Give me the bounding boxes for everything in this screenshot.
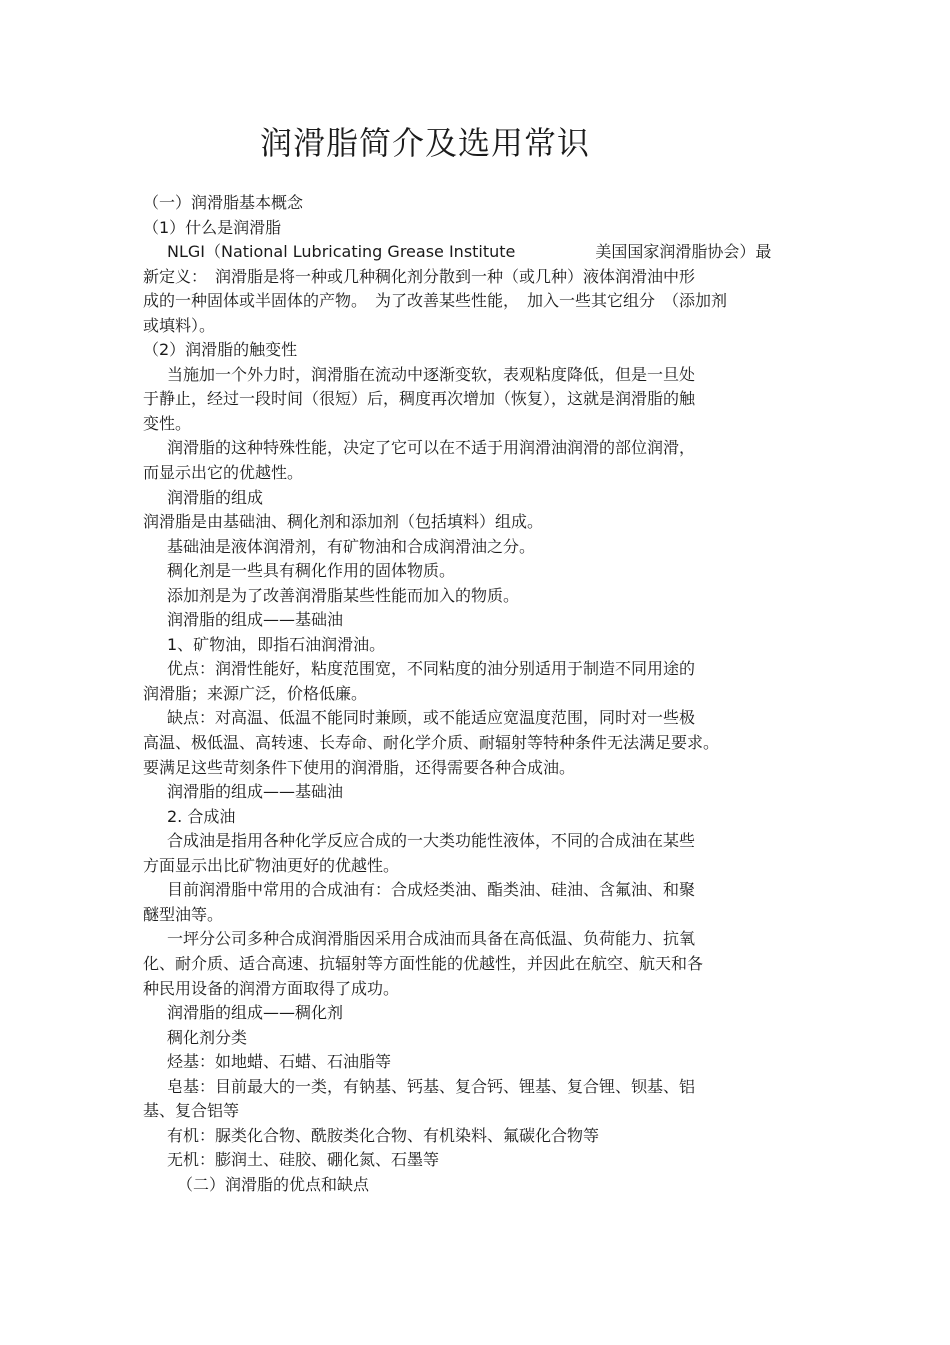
text-line: 基、复合铝等 bbox=[143, 1101, 240, 1121]
text-line: 基础油是液体润滑剂，有矿物油和合成润滑油之分。 bbox=[167, 536, 536, 556]
text-line: 润滑脂的这种特殊性能，决定了它可以在不适于用润滑油润滑的部位润滑， bbox=[167, 438, 696, 458]
text-line: 高温、极低温、高转速、长寿命、耐化学介质、耐辐射等特种条件无法满足要求。 bbox=[143, 733, 720, 753]
text-line: 有机：脲类化合物、酰胺类化合物、有机染料、氟碳化合物等 bbox=[167, 1125, 600, 1145]
text-line: 醚型油等。 bbox=[143, 904, 224, 924]
text-line: 优点：润滑性能好，粘度范围宽，不同粘度的油分别适用于制造不同用途的 bbox=[167, 659, 696, 679]
text-line: 种民用设备的润滑方面取得了成功。 bbox=[143, 978, 400, 998]
text-line: （一）润滑脂基本概念 bbox=[143, 193, 304, 212]
text-line: 2. 合成油 bbox=[167, 806, 236, 826]
text-line: 缺点：对高温、低温不能同时兼顾，或不能适应宽温度范围，同时对一些极 bbox=[167, 708, 696, 728]
text-line: 要满足这些苛刻条件下使用的润滑脂，还得需要各种合成油。 bbox=[143, 757, 576, 777]
text-line: 目前润滑脂中常用的合成油有：合成烃类油、酯类油、硅油、含氟油、和聚 bbox=[167, 880, 696, 900]
text-line: 而显示出它的优越性。 bbox=[143, 463, 304, 483]
text-line: 稠化剂分类 bbox=[167, 1027, 248, 1047]
text-line: 润滑脂；来源广泛，价格低廉。 bbox=[143, 683, 368, 703]
text-line: 1、矿物油，即指石油润滑油。 bbox=[167, 634, 386, 654]
text-line: 无机：膨润土、硅胶、硼化氮、石墨等 bbox=[167, 1150, 440, 1170]
text-line: 或填料）。 bbox=[143, 315, 216, 335]
text-line: 方面显示出比矿物油更好的优越性。 bbox=[143, 855, 400, 875]
text-line: 成的一种固体或半固体的产物。 为了改善某些性能， 加入一些其它组分 （添加剂 bbox=[143, 291, 728, 311]
text-line: （2）润滑脂的触变性 bbox=[143, 340, 298, 360]
text-line: 化、耐介质、适合高速、抗辐射等方面性能的优越性，并因此在航空、航天和各 bbox=[143, 953, 704, 973]
text-line: 润滑脂的组成——稠化剂 bbox=[167, 1003, 344, 1023]
text-line: 添加剂是为了改善润滑脂某些性能而加入的物质。 bbox=[167, 585, 520, 605]
text-line: NLGI（National Lubricating Grease Institute 美国国家润滑脂协会）最 bbox=[167, 242, 772, 262]
document-title: 润滑脂简介及选用常识 bbox=[259, 124, 590, 162]
text-line: 润滑脂的组成——基础油 bbox=[167, 782, 344, 802]
text-line: 润滑脂的组成——基础油 bbox=[167, 610, 344, 630]
text-line: 润滑脂是由基础油、稠化剂和添加剂（包括填料）组成。 bbox=[143, 512, 544, 532]
text-line: 当施加一个外力时，润滑脂在流动中逐渐变软，表观粘度降低，但是一旦处 bbox=[167, 364, 696, 384]
text-line: 一坪分公司多种合成润滑脂因采用合成油而具备在高低温、负荷能力、抗氧 bbox=[167, 929, 696, 949]
text-line: 皂基：目前最大的一类，有钠基、钙基、复合钙、锂基、复合锂、钡基、铝 bbox=[167, 1076, 696, 1096]
text-line: （1）什么是润滑脂 bbox=[143, 217, 282, 237]
text-line: 于静止，经过一段时间（很短）后，稠度再次增加（恢复），这就是润滑脂的触 bbox=[143, 389, 696, 409]
text-line: 烃基：如地蜡、石蜡、石油脂等 bbox=[167, 1052, 392, 1072]
text-line: 变性。 bbox=[143, 413, 192, 433]
document-body bbox=[143, 191, 808, 1197]
text-line: （二）润滑脂的优点和缺点 bbox=[177, 1174, 370, 1194]
text-line: 稠化剂是一些具有稠化作用的固体物质。 bbox=[167, 561, 456, 581]
text-line: 润滑脂的组成 bbox=[167, 487, 264, 507]
text-line: 新定义： 润滑脂是将一种或几种稠化剂分散到一种（或几种）液体润滑油中形 bbox=[143, 266, 696, 286]
text-line: 合成油是指用各种化学反应合成的一大类功能性液体，不同的合成油在某些 bbox=[167, 831, 696, 851]
